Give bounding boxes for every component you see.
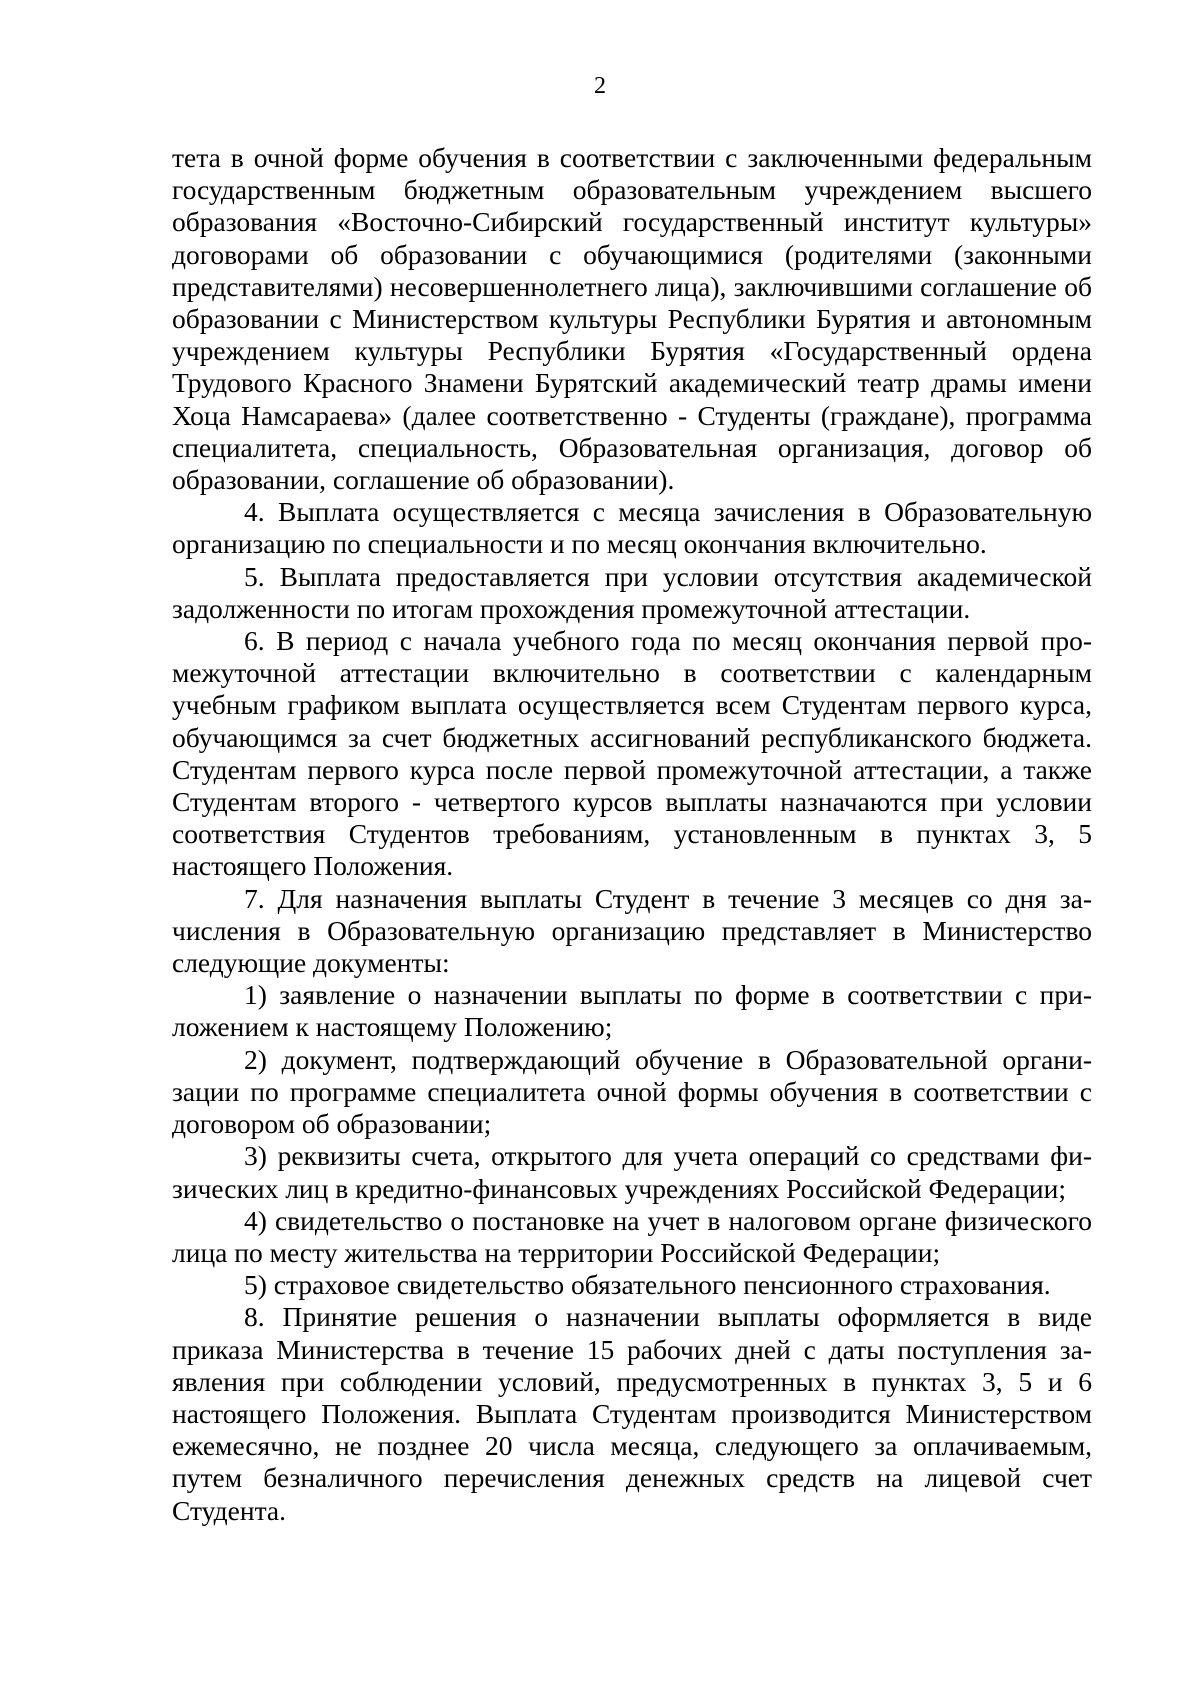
paragraph-item-6: 6. В период с начала учебного года по месяц окончания первой промежуточной аттестации включительно в соответствии с календарным учебным графиком выплата осуществляется всем Студентам первого курса, обучающимся за счет бюджетных ассигнований республиканского бюджета. Студентам первого курса после первой промежуточной аттестации, а также Студентам второго - четвертого курсов выплаты назначаются при условии соответствия Студентов требованиям, установленным в пунктах 3, 5 настоящего Положения. bbox=[172, 625, 1092, 882]
paragraph-item-5: 5. Выплата предоставляется при условии отсутствия академической задолженности по итогам прохождения промежуточной аттестации. bbox=[172, 560, 1092, 624]
page-number: 2 bbox=[594, 73, 606, 99]
paragraph-item-7-4: 4) свидетельство о постановке на учет в налоговом органе физического лица по месту жительства на территории Российской Федерации; bbox=[172, 1204, 1092, 1268]
paragraph-item-7-2: 2) документ, подтверждающий обучение в Образовательной организации по программе специалитета очной формы обучения в соответствии с договором об образовании; bbox=[172, 1043, 1092, 1140]
paragraph-item-7-1: 1) заявление о назначении выплаты по форме в соответствии с приложением к настоящему Положению; bbox=[172, 979, 1092, 1043]
paragraph-continuation: тета в очной форме обучения в соответствии с заключенными федеральным государственным бюджетным образовательным учреждением высшего образования «Восточно-Сибирский государственный институт культуры» договорами об образовании с обучающимися (родителями (законными представителями) несовершеннолетнего лица), заключившими соглашение об образовании с Министерством культуры Республики Бурятия и автономным учреждением культуры Республики Бурятия «Государственный ордена Трудового Красного Знамени Бурятский академический театр драмы имени Хоца Намсараева» (далее соответственно - Студенты (граждане), программа специалитета, специальность, Образовательная организация, договор об образовании, соглашение об образовании). bbox=[172, 142, 1092, 496]
paragraph-item-7: 7. Для назначения выплаты Студент в течение 3 месяцев со дня зачисления в Образовательную организацию представляет в Министерство следующие документы: bbox=[172, 882, 1092, 979]
paragraph-item-8: 8. Принятие решения о назначении выплаты оформляется в виде приказа Министерства в течение 15 рабочих дней с даты поступления заявления при соблюдении условий, предусмотренных в пунктах 3, 5 и 6 настоящего Положения. Выплата Студентам производится Министерством ежемесячно, не позднее 20 числа месяца, следующего за оплачиваемым, путем безналичного перечисления денежных средств на лицевой счет Студента. bbox=[172, 1301, 1092, 1526]
document-body bbox=[172, 142, 1092, 1527]
paragraph-item-4: 4. Выплата осуществляется с месяца зачисления в Образовательную организацию по специальности и по месяц окончания включительно. bbox=[172, 496, 1092, 560]
paragraph-item-7-3: 3) реквизиты счета, открытого для учета операций со средствами физических лиц в кредитно-финансовых учреждениях Российской Федерации; bbox=[172, 1140, 1092, 1204]
paragraph-item-7-5: 5) страховое свидетельство обязательного пенсионного страхования. bbox=[244, 1269, 1051, 1301]
